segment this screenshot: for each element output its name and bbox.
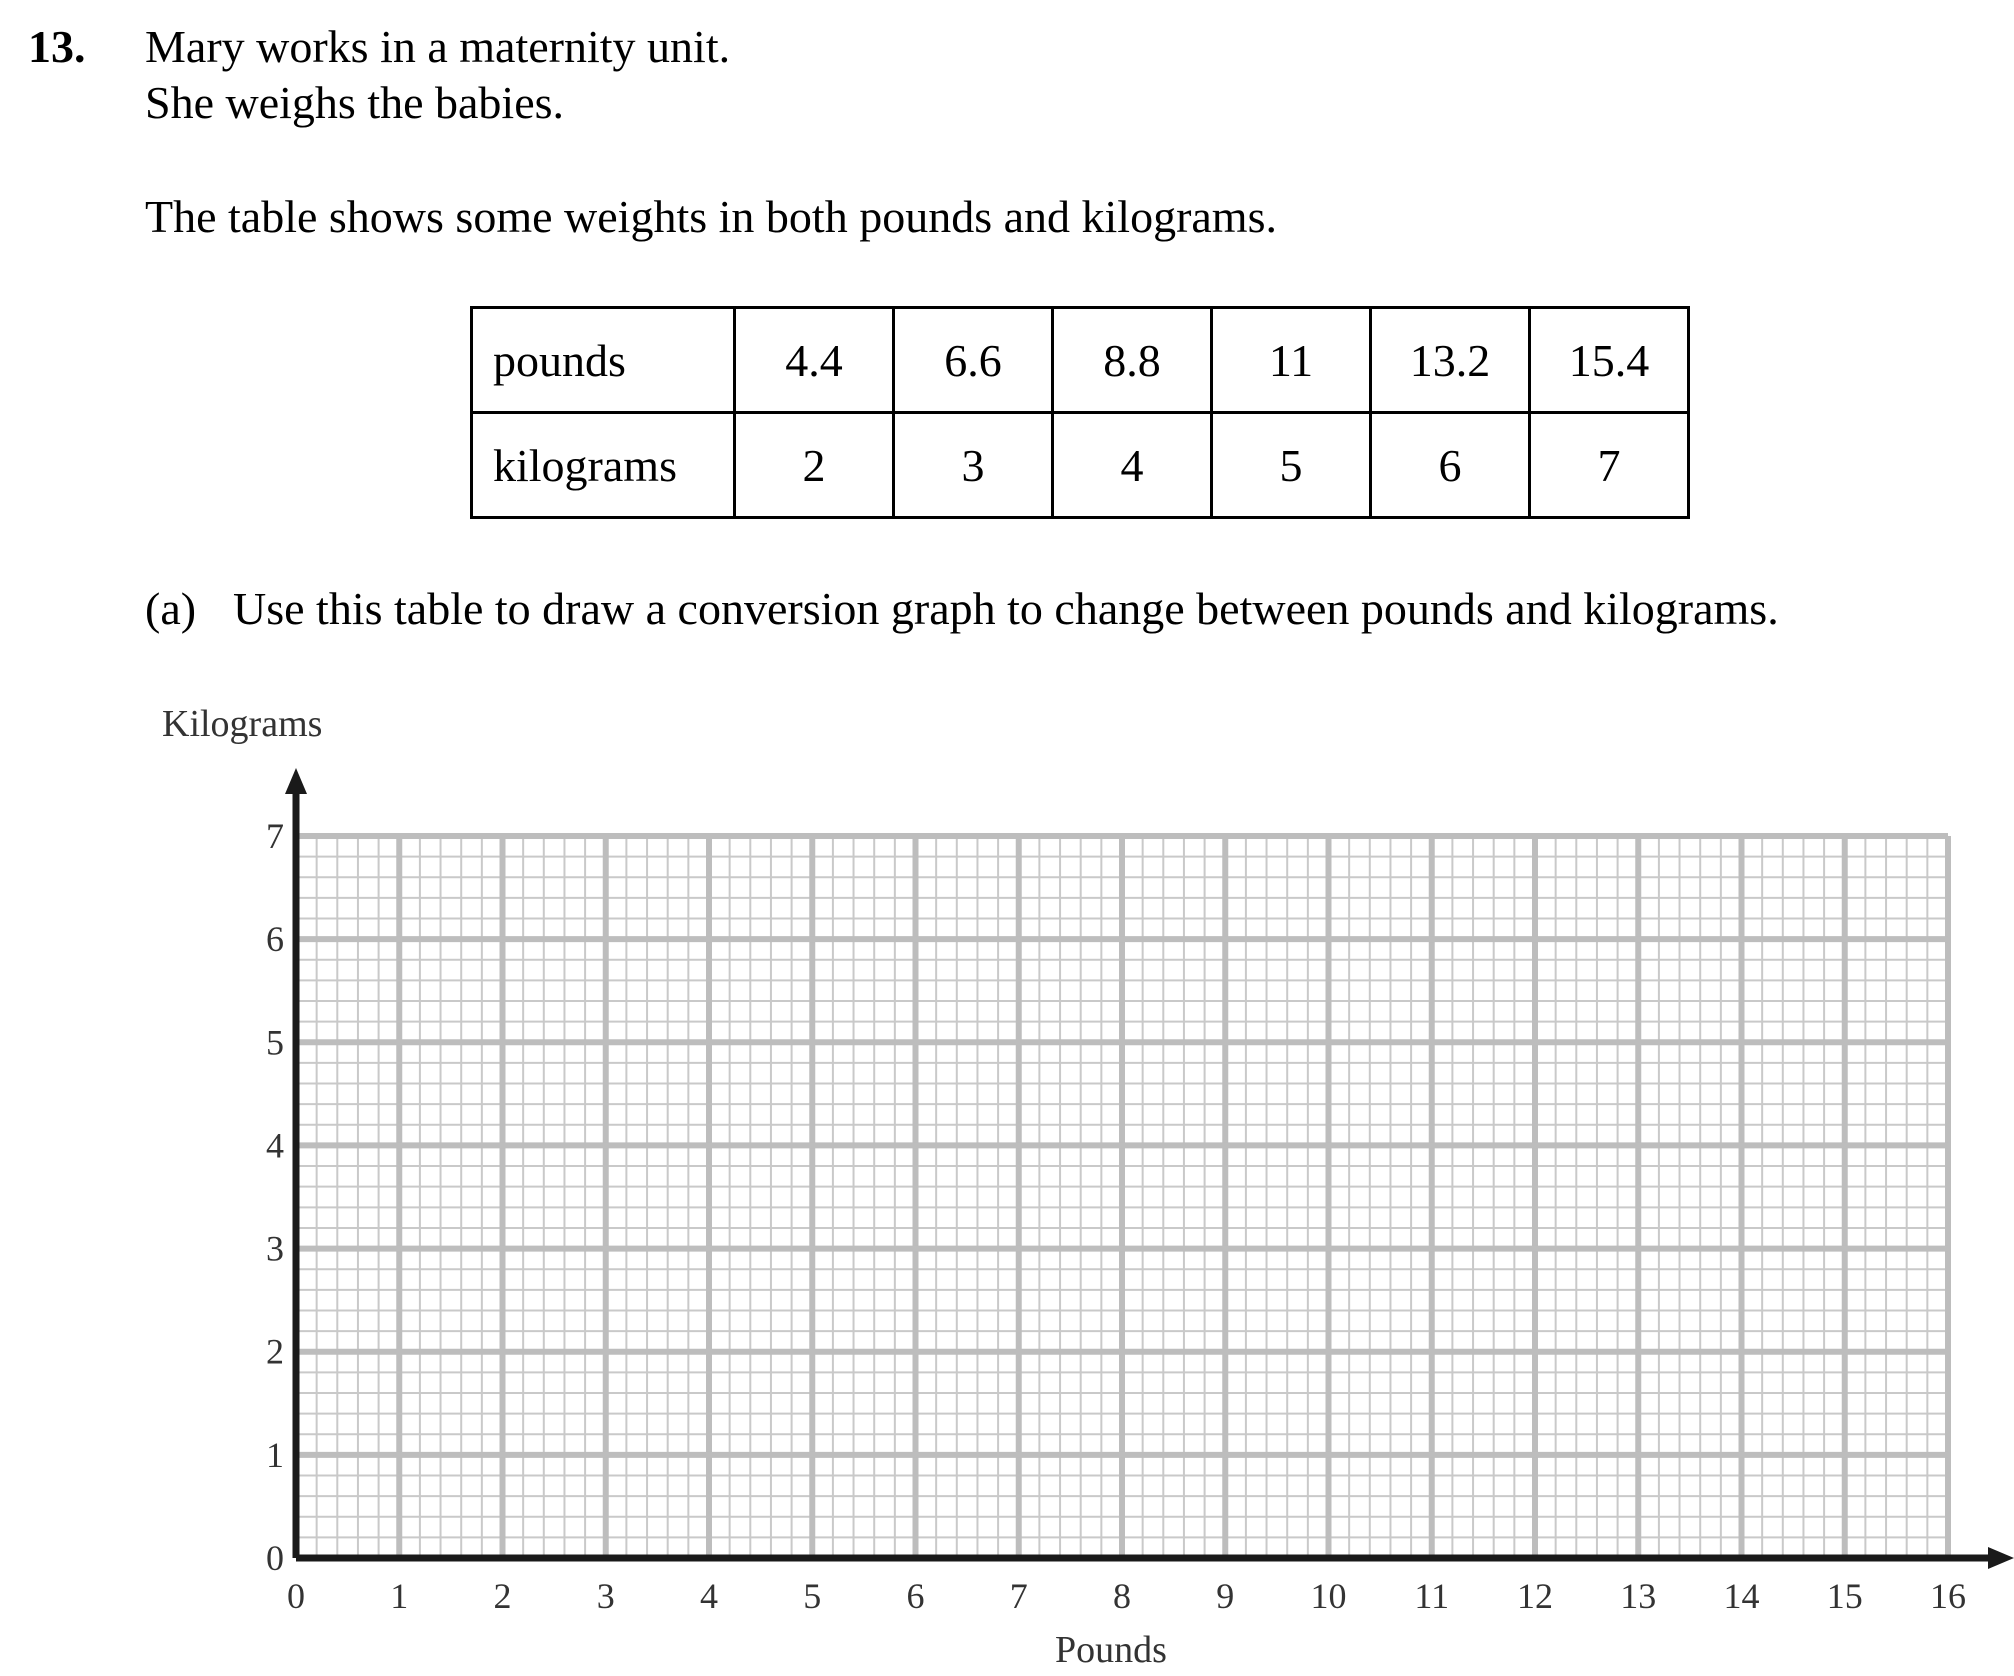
- x-tick-label: 12: [1517, 1576, 1553, 1616]
- x-tick-label: 0: [287, 1576, 305, 1616]
- table-cell: 8.8: [1053, 308, 1212, 413]
- part-a-label: (a): [145, 583, 197, 634]
- x-tick-label: 16: [1930, 1576, 1966, 1616]
- y-axis-label: Kilograms: [162, 703, 323, 745]
- x-tick-label: 1: [390, 1576, 409, 1616]
- table-cell: 6: [1371, 413, 1530, 518]
- y-tick-label: 2: [266, 1331, 284, 1372]
- y-tick-label: 7: [266, 816, 284, 856]
- x-tick-label: 14: [1723, 1576, 1760, 1616]
- table-cell: 3: [894, 413, 1053, 518]
- x-tick-label: 9: [1216, 1576, 1235, 1616]
- table-cell: 5: [1212, 413, 1371, 518]
- question-text-line-1: Mary works in a maternity unit.: [145, 21, 731, 72]
- y-tick-label: 5: [266, 1022, 284, 1063]
- y-tick-label: 0: [266, 1538, 284, 1578]
- y-tick-label: 3: [266, 1228, 284, 1269]
- row-header-kilograms: kilograms: [472, 413, 735, 518]
- table-cell: 4: [1053, 413, 1212, 518]
- x-tick-label: 10: [1310, 1576, 1347, 1616]
- x-tick-label: 5: [803, 1576, 822, 1616]
- question-number: 13.: [28, 21, 86, 72]
- x-tick-label: 3: [596, 1576, 615, 1616]
- table-cell: 4.4: [735, 308, 894, 413]
- table-cell: 13.2: [1371, 308, 1530, 413]
- x-tick-label: 11: [1414, 1576, 1450, 1616]
- x-tick-label: 13: [1620, 1576, 1657, 1616]
- table-cell: 2: [735, 413, 894, 518]
- table-cell: 6.6: [894, 308, 1053, 413]
- x-axis-label: Pounds: [1055, 1629, 1167, 1671]
- x-axis-arrow-icon: [1988, 1547, 2014, 1569]
- y-axis-arrow-icon: [285, 768, 307, 794]
- table-cell: 15.4: [1530, 308, 1689, 413]
- x-tick-label: 15: [1826, 1576, 1863, 1616]
- x-tick-label: 7: [1009, 1576, 1028, 1616]
- table-cell: 11: [1212, 308, 1371, 413]
- y-tick-label: 1: [266, 1434, 284, 1475]
- question-text-line-3: The table shows some weights in both pounds and kilograms.: [145, 191, 1277, 242]
- x-tick-label: 6: [906, 1576, 925, 1616]
- table-cell: 7: [1530, 413, 1689, 518]
- x-tick-label: 2: [493, 1576, 512, 1616]
- y-tick-label: 6: [266, 919, 284, 960]
- x-tick-label: 4: [700, 1576, 718, 1616]
- row-header-pounds: pounds: [472, 308, 735, 413]
- x-tick-label: 8: [1113, 1576, 1131, 1616]
- y-tick-label: 4: [266, 1125, 284, 1166]
- part-a-text: Use this table to draw a conversion graph to change between pounds and kilograms.: [233, 583, 1779, 634]
- question-text-line-2: She weighs the babies.: [145, 77, 565, 128]
